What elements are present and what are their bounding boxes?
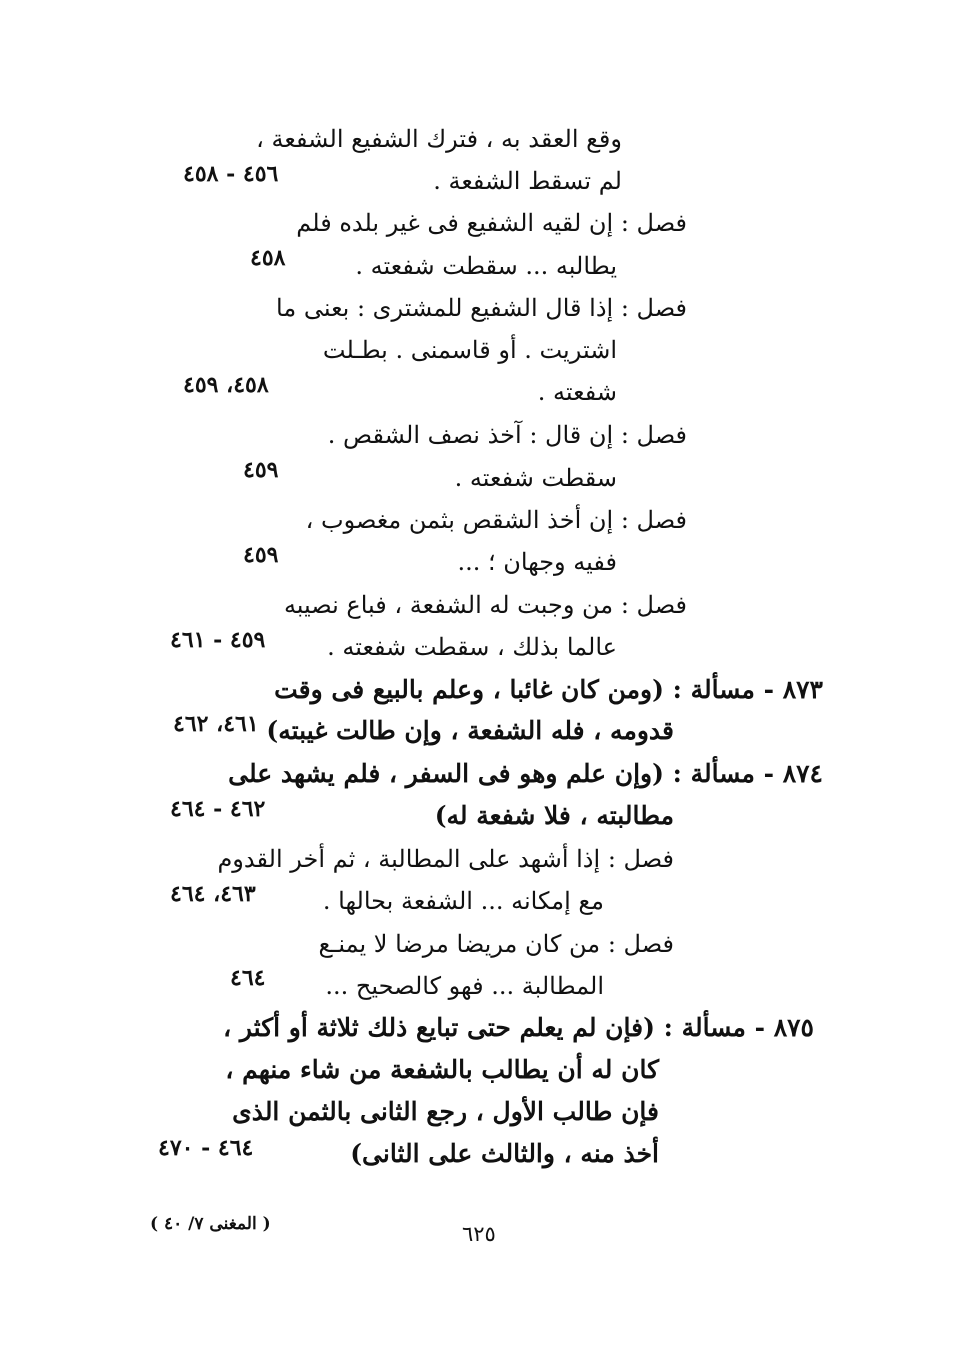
entry-11-line-4: أخذ منه ، والثالث على الثانى) <box>350 1139 659 1168</box>
entry-5-page-ref: ٤٥٩ <box>243 542 279 568</box>
entry-11-line-3: فإن طالب الأول ، رجع الثانى بالثمن الذى <box>232 1097 659 1126</box>
entry-5-label: فصل : <box>620 506 687 534</box>
entry-10-page-ref: ٤٦٤ <box>230 965 266 991</box>
entry-2-line-2: يطالبه ... سقطت شفعته . <box>355 252 617 280</box>
entry-3-line-2: اشتريت . أو قاسمنى . بطـلت <box>322 336 617 364</box>
entry-4-line-2: سقطت شفعته . <box>454 464 617 492</box>
entry-3-label: فصل : <box>620 294 687 322</box>
entry-9-page-ref: ٤٦٣، ٤٦٤ <box>170 881 256 907</box>
entry-6-label: فصل : <box>620 591 687 619</box>
entry-6-text: من وجبت له الشفعة ، فباع نصيبه <box>283 591 614 619</box>
entry-11-page-ref: ٤٦٤ - ٤٧٠ <box>158 1135 254 1161</box>
entry-7-page-ref: ٤٦١، ٤٦٢ <box>173 711 259 737</box>
entry-11-line-1 <box>223 1012 814 1044</box>
entry-4-label: فصل : <box>620 421 687 449</box>
entry-1-line-1: وقع العقد به ، فترك الشفيع الشفعة ، <box>256 125 622 153</box>
entry-6-line-1 <box>284 589 687 621</box>
entry-8-label: ٨٧٤ - مسألة : <box>672 759 823 788</box>
page-number: ٦٢٥ <box>462 1222 496 1246</box>
entry-10-label: فصل : <box>607 930 674 958</box>
entry-8-line-2: مطالبته ، فلا شفعة له) <box>434 801 674 830</box>
entry-11-label: ٨٧٥ - مسألة : <box>663 1013 814 1042</box>
entry-6-line-2: عالما بذلك ، سقطت شفعته . <box>327 633 617 661</box>
entry-7-line-2: قدومه ، فله الشفعة ، وإن طالت غيبته) <box>266 716 674 745</box>
entry-11-line-2: كان له أن يطالب بالشفعة من شاء منهم ، <box>225 1055 659 1084</box>
entry-11-text: (فإن لم يعلم حتى تبايع ذلك ثلاثة أو أكثر ، <box>223 1013 655 1042</box>
entry-2-page-ref: ٤٥٨ <box>250 245 286 271</box>
entry-7-label: ٨٧٣ - مسألة : <box>672 675 823 704</box>
entry-9-line-1 <box>217 843 674 875</box>
source-footnote: ( المغنى ٧/ ٤٠ ) <box>150 1214 271 1234</box>
entry-1-line-2: لم تسقط الشفعة . <box>433 167 622 195</box>
entry-7-line-1 <box>274 674 823 706</box>
entry-7-text: (ومن كان غائبا ، وعلم بالبيع فى وقت <box>274 675 664 704</box>
entry-4-line-1 <box>328 419 687 451</box>
entry-2-label: فصل : <box>620 209 687 237</box>
entry-8-text: (وإن علم وهو فى السفر ، فلم يشهد على <box>228 759 664 788</box>
entry-10-text: من كان مريضا مرضا لا يمنـع <box>318 930 601 958</box>
entry-9-line-2: مع إمكانه ... الشفعة بحالها . <box>322 887 604 915</box>
entry-4-page-ref: ٤٥٩ <box>243 457 279 483</box>
entry-10-line-2: المطالبة ... فهو كالصحيح ... <box>325 972 604 1000</box>
entry-5-line-2: ففيه وجهان ؛ ... <box>457 548 617 576</box>
entry-2-text: إن لقيه الشفيع فى غير بلده فلم <box>296 209 614 237</box>
entry-5-text: إن أخذ الشقص بثمن مغصوب ، <box>305 506 614 534</box>
entry-8-line-1 <box>228 758 823 790</box>
entry-1-page-ref: ٤٥٦ - ٤٥٨ <box>183 161 279 187</box>
entry-8-page-ref: ٤٦٢ - ٤٦٤ <box>170 796 266 822</box>
entry-10-line-1 <box>319 928 674 960</box>
entry-4-text: إن قال : آخذ نصف الشقص . <box>327 421 614 449</box>
entry-3-page-ref: ٤٥٨، ٤٥٩ <box>183 372 269 398</box>
entry-3-line-1 <box>276 292 687 324</box>
entry-3-line-3: شفعته . <box>537 378 617 406</box>
entry-9-label: فصل : <box>607 845 674 873</box>
entry-9-text: إذا أشهد على المطالبة ، ثم أخر القدوم <box>217 845 601 873</box>
entry-2-line-1 <box>296 207 687 239</box>
entry-6-page-ref: ٤٥٩ - ٤٦١ <box>170 627 266 653</box>
entry-3-text: إذا قال الشفيع للمشترى : بعنى ما <box>276 294 614 322</box>
entry-5-line-1 <box>306 504 687 536</box>
